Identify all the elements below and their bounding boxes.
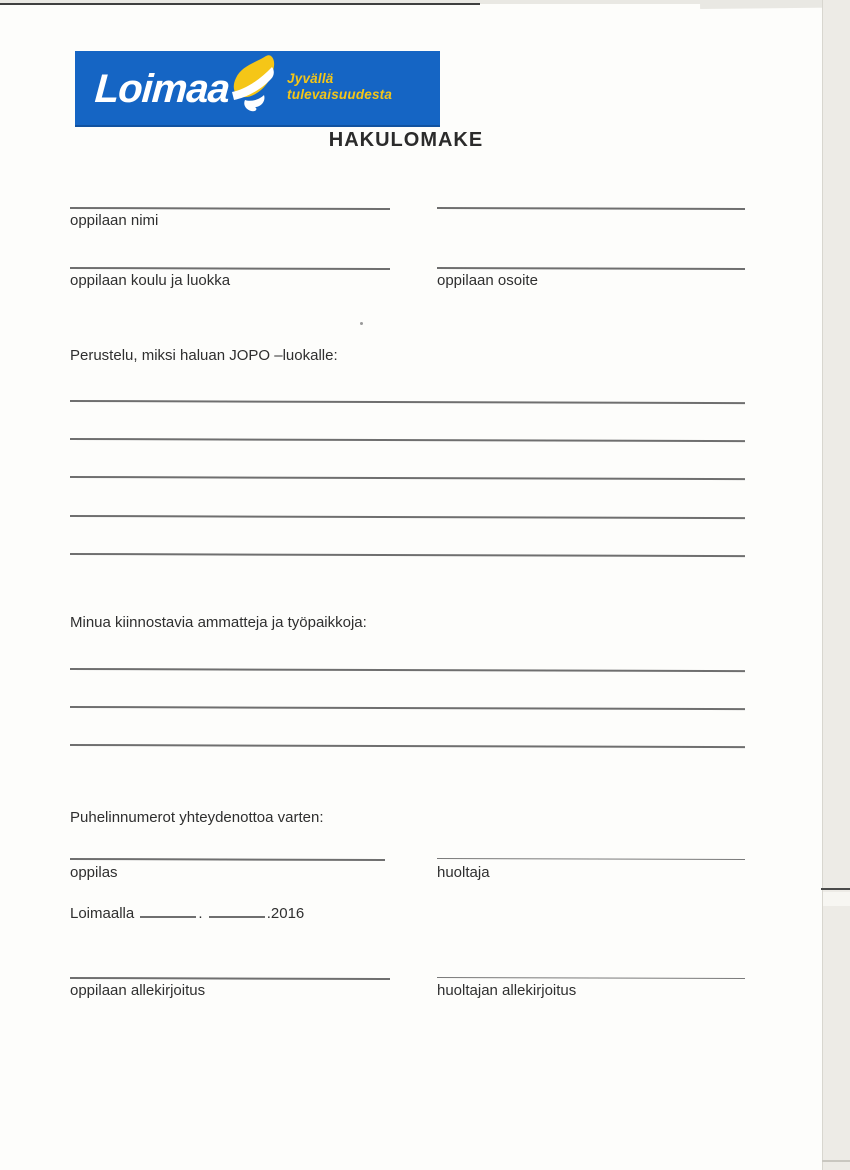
interests-line-3: [70, 744, 745, 748]
scan-artifact-bottom-line: [822, 1160, 850, 1162]
school-class-line: [70, 267, 390, 270]
guardian-label: huoltaja: [437, 864, 490, 881]
reasoning-line-3: [70, 476, 745, 480]
student-phone-line: [70, 858, 385, 861]
date-year: .2016: [266, 905, 305, 922]
phone-heading: Puhelinnumerot yhteydenottoa varten:: [70, 809, 324, 826]
scan-artifact-top-line: [0, 3, 480, 5]
guardian-phone-line: [437, 858, 745, 860]
tagline-line1: Jyvällä: [287, 70, 334, 86]
reasoning-heading: Perustelu, miksi haluan JOPO –luokalle:: [70, 347, 338, 364]
date-month-blank: [209, 902, 265, 918]
scan-artifact-right-gap: [823, 892, 850, 906]
loimaa-logo-banner: [75, 51, 440, 127]
reasoning-line-5: [70, 553, 745, 557]
school-class-label: oppilaan koulu ja luokka: [70, 272, 231, 289]
reasoning-line-4: [70, 515, 745, 519]
student-name-line: [70, 207, 390, 210]
reasoning-line-2: [70, 438, 745, 442]
blank-right-line: [437, 207, 745, 210]
grain-icon: [231, 55, 277, 118]
date-line: [70, 902, 304, 922]
date-dot: .: [198, 905, 203, 922]
reasoning-line-1: [70, 400, 745, 404]
loimaa-brand-wordmark: Loimaa: [93, 67, 231, 111]
interests-line-2: [70, 706, 745, 710]
address-label: oppilaan osoite: [437, 272, 538, 289]
student-label: oppilas: [70, 864, 118, 881]
student-signature-line: [70, 977, 390, 980]
interests-heading: Minua kiinnostavia ammatteja ja työpaikkoja:: [70, 614, 367, 631]
date-day-blank: [140, 902, 196, 918]
loimaa-tagline: [287, 71, 392, 103]
interests-line-1: [70, 668, 745, 672]
scan-artifact-right-line: [821, 888, 850, 890]
form-title: HAKULOMAKE: [328, 129, 484, 151]
scan-artifact-dot: [360, 322, 363, 325]
guardian-signature-line: [437, 977, 745, 979]
guardian-signature-label: huoltajan allekirjoitus: [437, 982, 577, 999]
date-prefix: Loimaalla: [70, 905, 135, 922]
address-line: [437, 267, 745, 270]
tagline-line2: tulevaisuudesta: [287, 87, 393, 102]
student-name-label: oppilaan nimi: [70, 212, 159, 229]
student-signature-label: oppilaan allekirjoitus: [70, 982, 206, 999]
scan-artifact-right-edge: [822, 0, 850, 1170]
